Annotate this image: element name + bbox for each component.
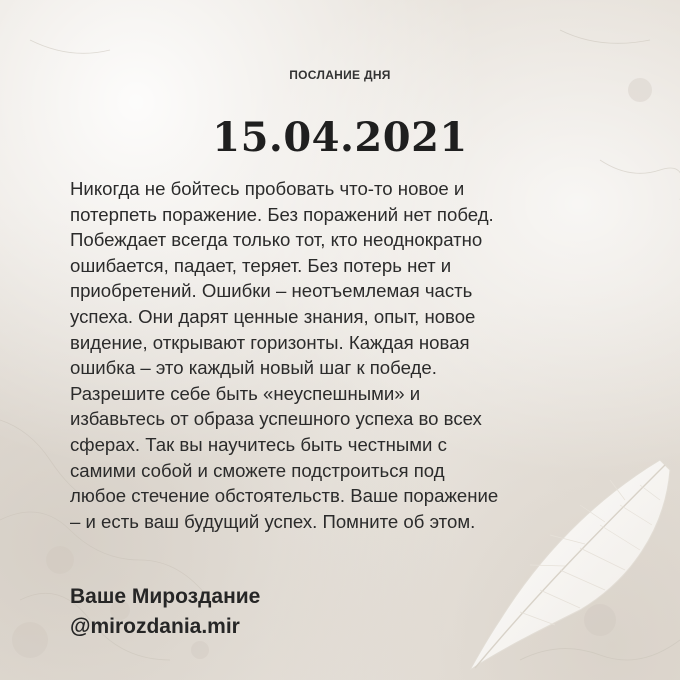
signature-block — [70, 582, 260, 642]
message-line: ошибка – это каждый новый шаг к победе. — [70, 357, 437, 379]
message-line: потерпеть поражение. Без поражений нет побед. — [70, 203, 494, 225]
message-line: любое стечение обстоятельств. Ваше поражение — [70, 485, 499, 507]
message-line: Разрешите себе быть «неуспешными» и — [70, 382, 421, 404]
signature-name: Ваше Мироздание — [70, 585, 261, 608]
message-line: – и есть ваш будущий успех. Помните об этом. — [70, 510, 476, 532]
message-line: приобретений. Ошибки – неотъемлемая часть — [70, 280, 473, 302]
message-line: успеха. Они дарят ценные знания, опыт, новое — [70, 305, 476, 327]
message-line: ошибается, падает, теряет. Без потерь нет и — [70, 254, 452, 276]
message-line: Никогда не бойтесь пробовать что-то новое и — [70, 178, 465, 199]
message-line: избавьтесь от образа успешного успеха во всех — [70, 408, 482, 430]
message-line: самими собой и сможете подстроиться под — [70, 459, 445, 481]
post-date: 15.04.2021 — [212, 114, 468, 161]
post-kicker: ПОСЛАНИЕ ДНЯ — [289, 68, 391, 82]
message-line: сферах. Так вы научитесь быть честными с — [70, 433, 447, 455]
white-feather-icon — [430, 430, 680, 680]
signature-handle[interactable]: @mirozdania.mir — [70, 615, 240, 638]
message-line: видение, открывают горизонты. Каждая новая — [70, 331, 470, 353]
message-line: Побеждает всегда только тот, кто неоднократно — [70, 229, 483, 251]
